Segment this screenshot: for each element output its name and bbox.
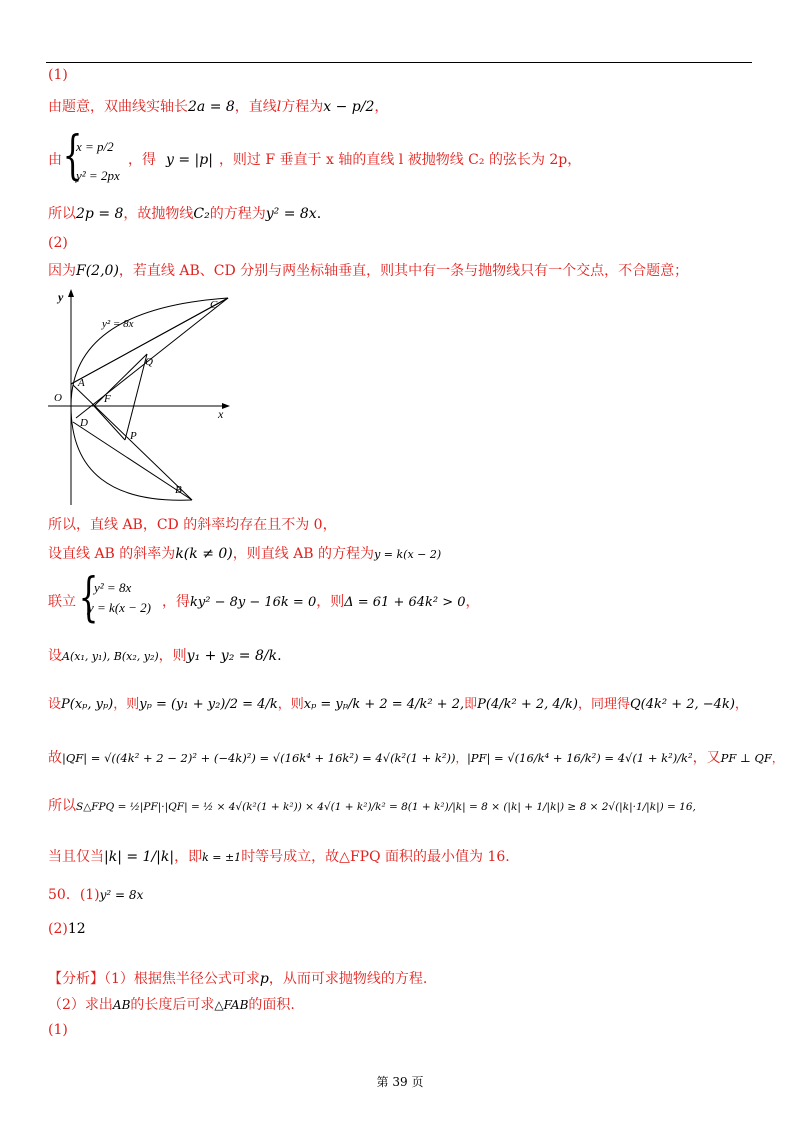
- line-qf-pf: 故|QF| = √((4k² + 2 − 2)² + (−4k)²) = √(16k⁴ + 16k²) = 4√(k²(1 + k²))，|PF| = √(16/k⁴ + 16/k²) = 4√(1 + k²)/k²，又PF ⊥ QF，: [48, 750, 784, 766]
- brace-1: {: [62, 126, 83, 186]
- line-equality: 当且仅当|k| = 1/|k|，即k = ±1时等号成立，故△FPQ 面积的最小值为 16.: [48, 849, 510, 865]
- line-system-2-rest: ，得ky² − 8y − 16k = 0，则Δ = 61 + 64k² > 0，: [162, 594, 480, 610]
- line-axis-length: 由题意，双曲线实轴长2a = 8，直线l方程为x − p/2，: [48, 99, 389, 115]
- top-rule: [46, 62, 752, 63]
- brace-2: {: [78, 568, 99, 628]
- curve-label: y² = 8x: [102, 318, 134, 330]
- system-1-eq2: y² = 2px: [76, 168, 120, 183]
- part-2-label: (2): [48, 235, 68, 251]
- point-P: P: [130, 430, 137, 442]
- system-2-eq2: y = k(x − 2): [88, 600, 152, 615]
- part-1-label-2: (1): [48, 1022, 68, 1038]
- part-1-label: (1): [48, 67, 68, 83]
- answer-50-part1: 50．(1)y² = 8x: [48, 887, 144, 903]
- line-system-1-rest: ，得 y = |p| ，则过 F 垂直于 x 轴的直线 l 被抛物线 C₂ 的弦长为 2p，: [128, 152, 582, 168]
- page-number: 第 39 页: [376, 1075, 424, 1089]
- parabola-figure: [40, 285, 240, 507]
- line-area: 所以S△FPQ = ½|PF|·|QF| = ½ × 4√(k²(1 + k²)) × 4√(1 + k²)/k² = 8(1 + k²)/|k| = 8 × (|k| + 1/|k|) ≥ 8 × 2√(|k|·1/|k|) = 16,: [48, 798, 696, 814]
- line-point-p: 设P(xₚ, yₚ)，则yₚ = (y₁ + y₂)/2 = 4/k，则xₚ = yₚ/k + 2 = 4/k² + 2,即P(4/k² + 2, 4/k)，同理得Q(4k² + 2, −4k)，: [48, 697, 748, 712]
- point-F: F: [104, 393, 111, 405]
- system-1-eq1: x = p/2: [76, 139, 114, 154]
- axis-x-label: x: [218, 407, 224, 421]
- line-slopes: 所以，直线 AB，CD 的斜率均存在且不为 0，: [48, 517, 337, 533]
- analysis-1: 【分析】（1）根据焦半径公式可求p，从而可求抛物线的方程.: [48, 971, 428, 987]
- line-focus: 因为F(2,0)，若直线 AB、CD 分别与两坐标轴垂直，则其中有一条与抛物线只有一个交点，不合题意；: [48, 263, 689, 279]
- point-B: B: [175, 484, 182, 496]
- line-system-1-label: 由: [48, 152, 62, 168]
- point-C: C: [210, 299, 218, 311]
- line-roots-sum: 设A(x₁, y₁), B(x₂, y₂)，则y₁ + y₂ = 8/k.: [48, 648, 282, 664]
- analysis-2: （2）求出AB的长度后可求△FAB的面积.: [48, 997, 295, 1013]
- point-A: A: [78, 377, 85, 389]
- point-D: D: [80, 417, 88, 429]
- line-slope-k: 设直线 AB 的斜率为k(k ≠ 0)，则直线 AB 的方程为y = k(x − 2): [48, 546, 442, 562]
- line-system-2-label: 联立: [48, 594, 76, 610]
- system-2-eq1: y² = 8x: [94, 580, 132, 595]
- answer-50-part2: (2)12: [48, 921, 86, 937]
- axis-y-label: y: [58, 290, 64, 304]
- point-Q: Q: [145, 356, 153, 368]
- line-parabola-eq: 所以2p = 8，故抛物线C₂的方程为y² = 8x.: [48, 206, 322, 222]
- point-O: O: [54, 392, 62, 404]
